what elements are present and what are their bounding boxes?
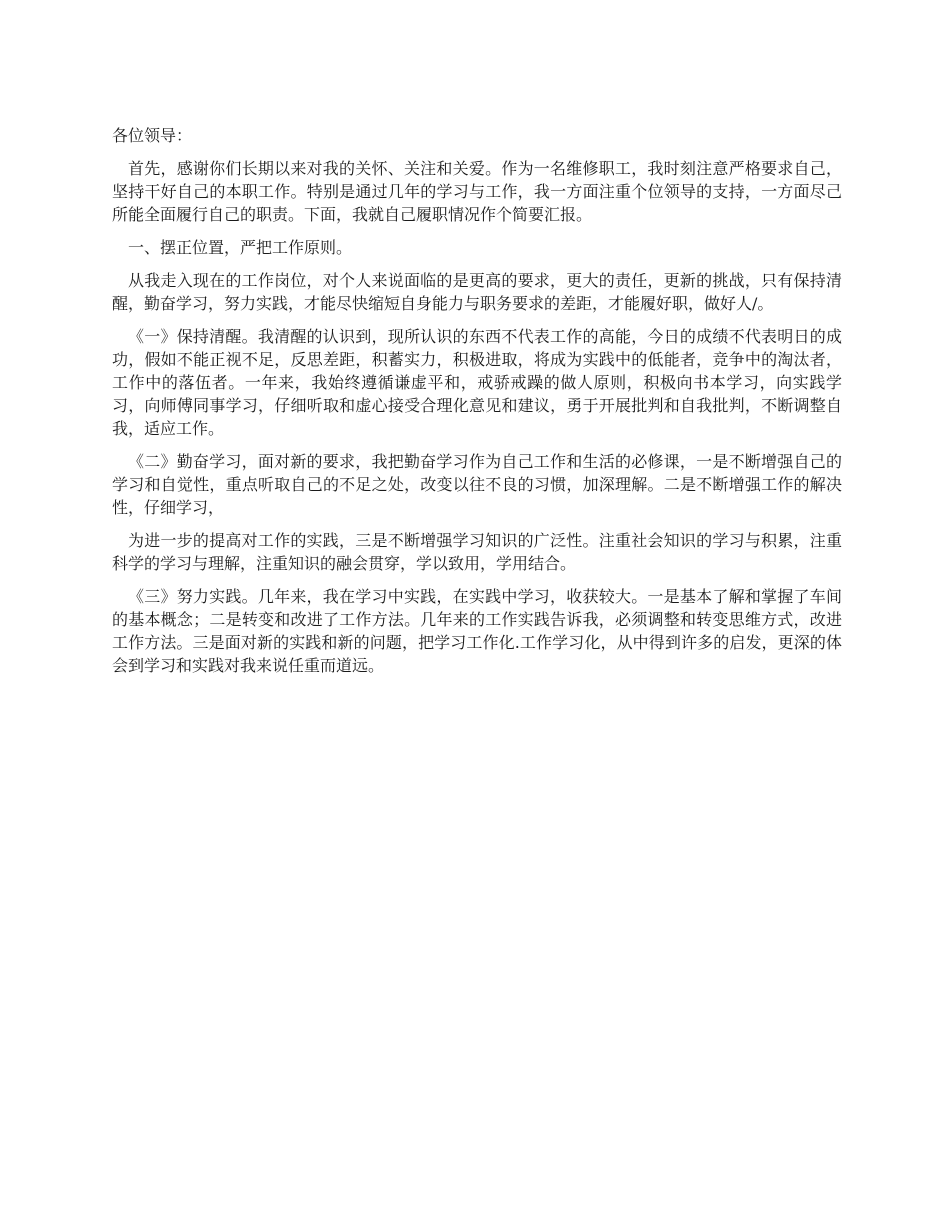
paragraph-position: 从我走入现在的工作岗位，对个人来说面临的是更高的要求，更大的责任，更新的挑战，只有保持清醒，勤奋学习，努力实践，才能尽快缩短自身能力与职务要求的差距，才能履好职，做好人/。 bbox=[112, 271, 842, 313]
paragraph-knowledge-breadth: 为进一步的提高对工作的实践，三是不断增强学习知识的广泛性。注重社会知识的学习与积累，注重科学的学习与理解，注重知识的融会贯穿，学以致用，学用结合。 bbox=[112, 531, 842, 573]
paragraph-stay-clear: 《一》保持清醒。我清醒的认识到，现所认识的东西不代表工作的高能，今日的成绩不代表明日的成功，假如不能正视不足，反思差距，积蓄实力，积极进取，将成为实践中的低能者，竞争中的淘汰者，工作中的落伍者。一年来，我始终遵循谦虚平和，戒骄戒躁的做人原则，积极向书本学习，向实践学习，向师傅同事学习，仔细听取和虚心接受合理化意见和建议，勇于开展批判和自我批判，不断调整自我，适应工作。 bbox=[112, 327, 842, 438]
paragraph-intro: 首先，感谢你们长期以来对我的关怀、关注和关爱。作为一名维修职工，我时刻注意严格要求自己，坚持干好自己的本职工作。特别是通过几年的学习与工作，我一方面注重个位领导的支持，一方面尽己所能全面履行自己的职责。下面，我就自己履职情况作个简要汇报。 bbox=[112, 159, 842, 224]
paragraph-diligent-study: 《二》勤奋学习，面对新的要求，我把勤奋学习作为自己工作和生活的必修课，一是不断增强自己的学习和自觉性，重点听取自己的不足之处，改变以往不良的习惯，加深理解。二是不断增强工作的解决性，仔细学习， bbox=[112, 452, 842, 517]
salutation: 各位领导： bbox=[112, 126, 193, 145]
section-heading-1: 一、摆正位置，严把工作原则。 bbox=[128, 238, 353, 257]
paragraph-practice: 《三》努力实践。几年来，我在学习中实践，在实践中学习，收获较大。一是基本了解和掌握了车间的基本概念；二是转变和改进了工作方法。几年来的工作实践告诉我，必须调整和转变思维方式，改进工作方法。三是面对新的实践和新的问题，把学习工作化.工作学习化，从中得到许多的启发，更深的体会到学习和实践对我来说任重而道远。 bbox=[112, 587, 842, 675]
document-page bbox=[112, 124, 842, 677]
